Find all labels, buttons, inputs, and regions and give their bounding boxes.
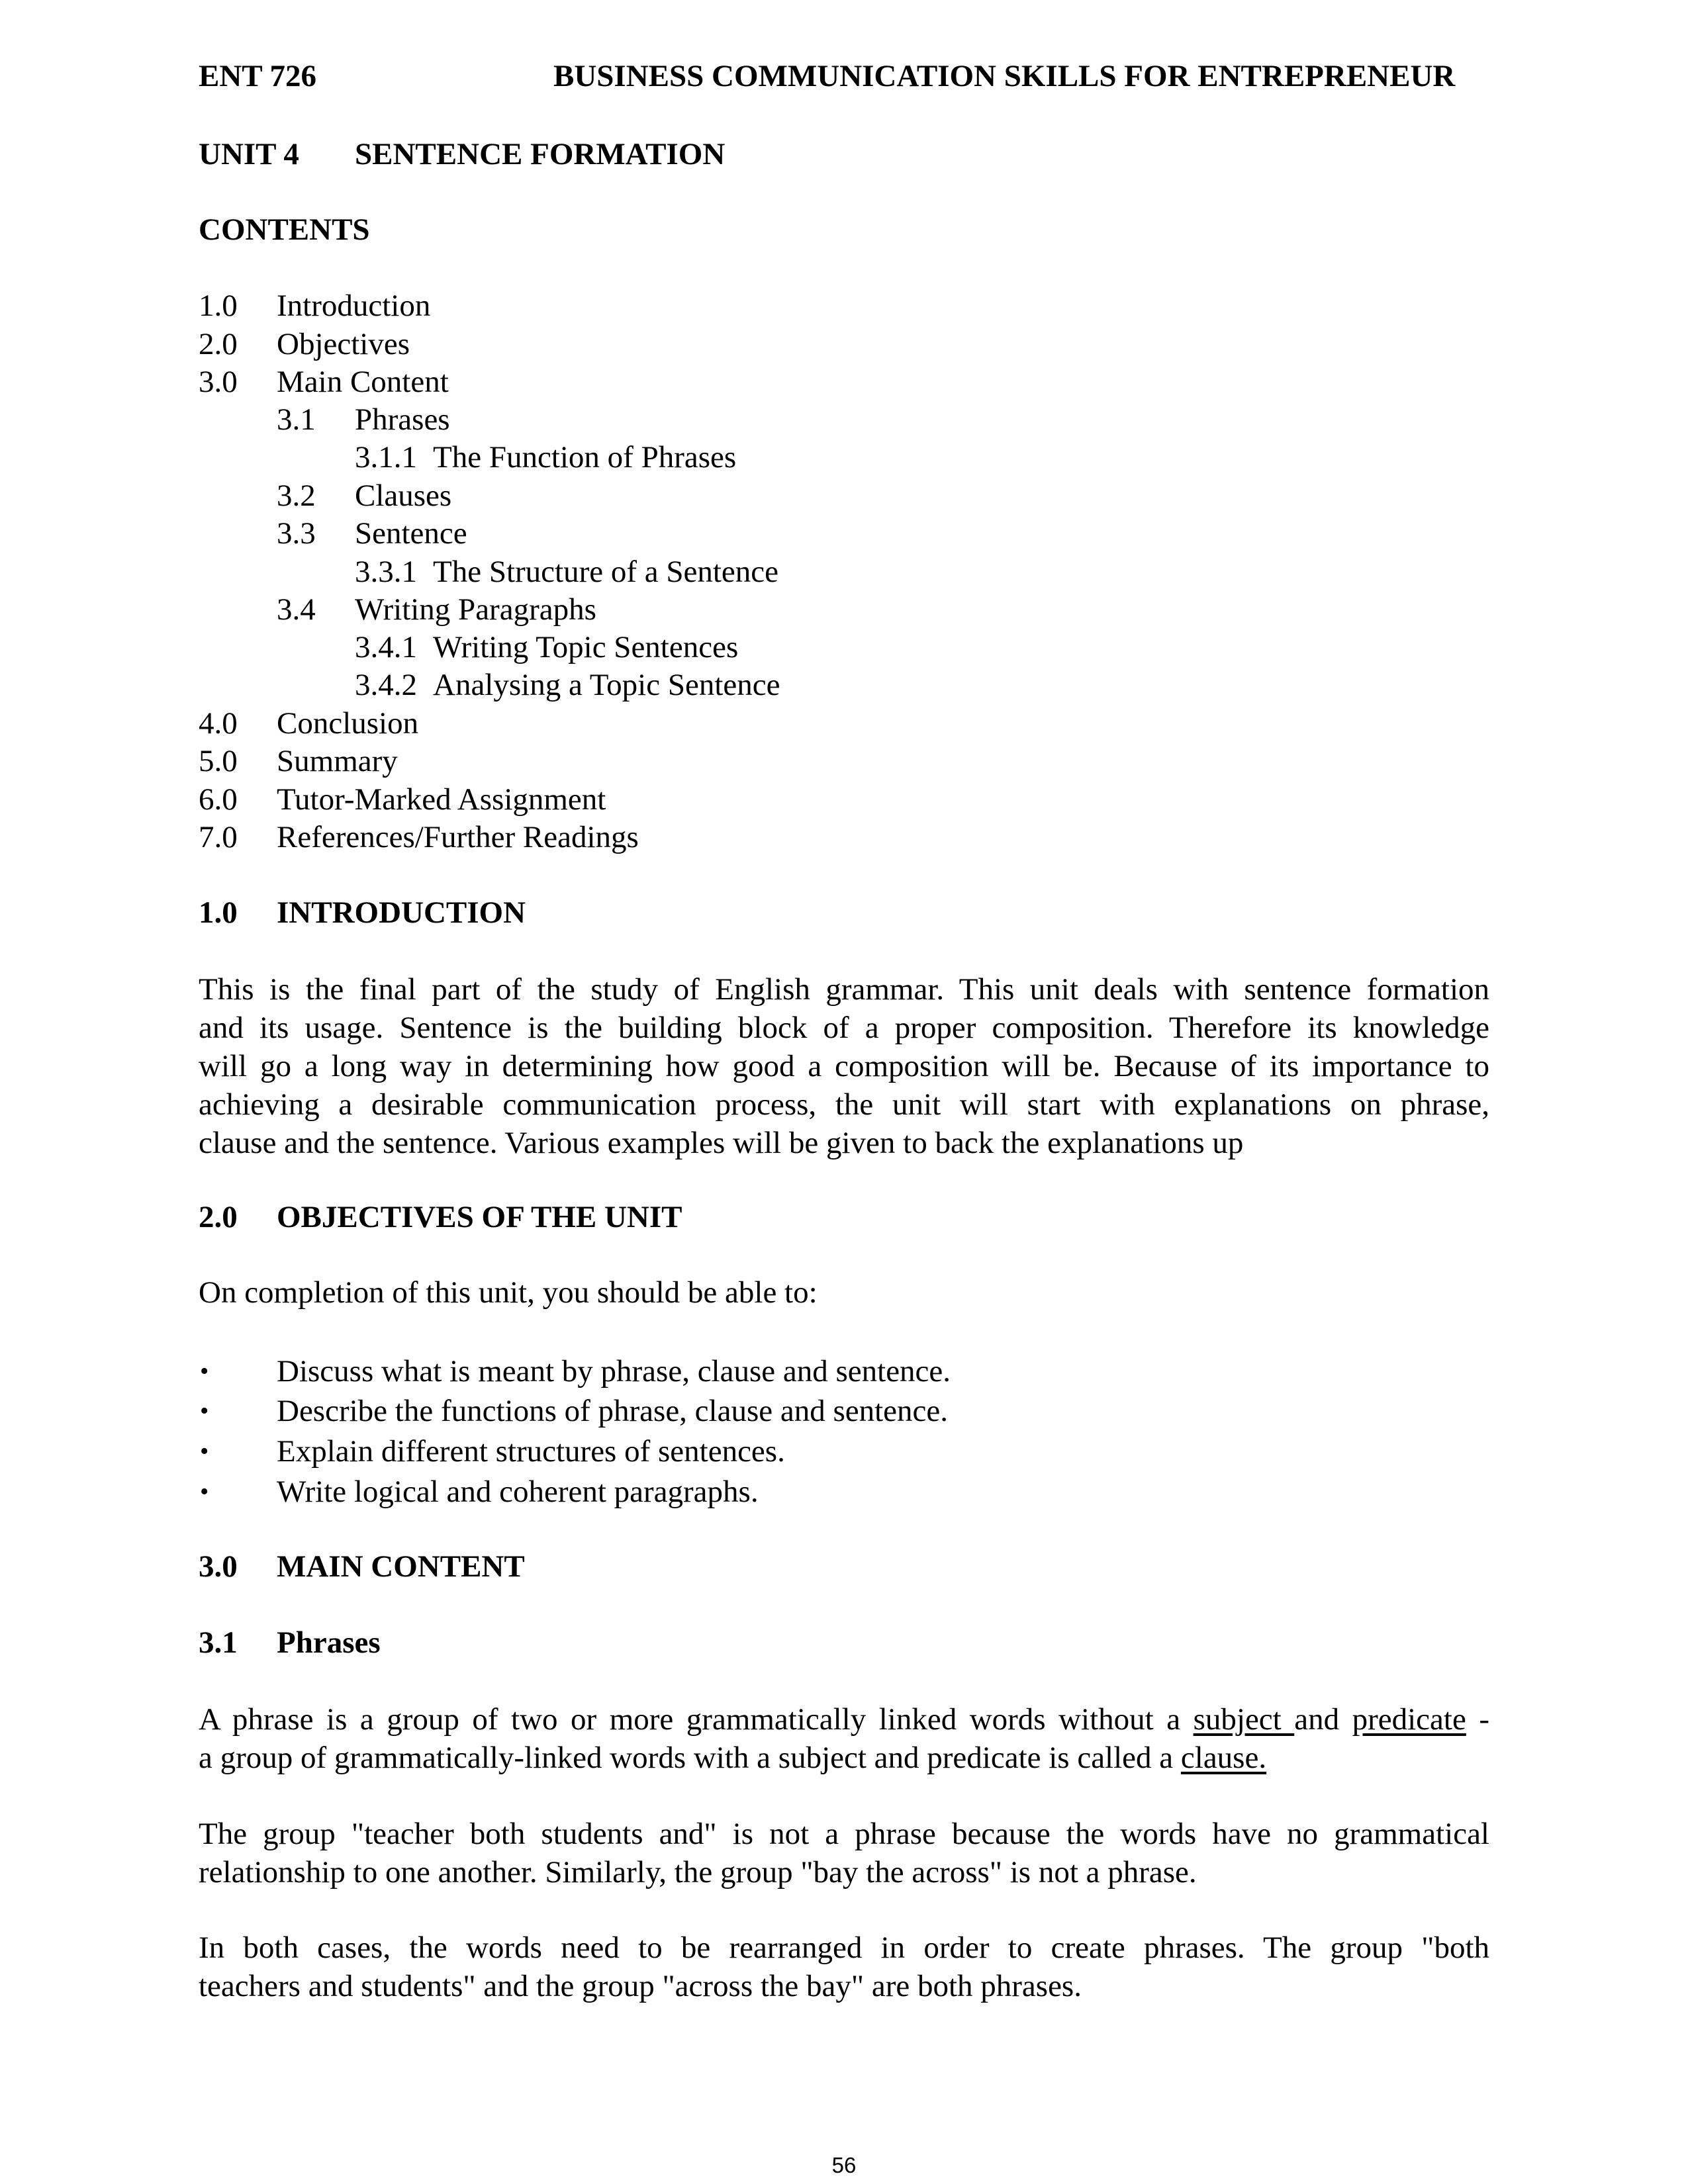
document-page [199, 0, 1489, 2184]
toc-label: Tutor-Marked Assignment [277, 782, 606, 817]
toc-label: Phrases [355, 402, 450, 437]
toc-label: The Function of Phrases [433, 440, 737, 475]
objectives-heading: OBJECTIVES OF THE UNIT [277, 1200, 682, 1234]
predicate-link[interactable]: predicate [1352, 1702, 1466, 1737]
section-number: 3.0 [199, 1549, 238, 1584]
contents-heading: CONTENTS [199, 212, 370, 247]
toc-number: 2.0 [199, 327, 238, 361]
paragraph-line: The group "teacher both students and" is not a phrase because the words have no grammatical [199, 1817, 1489, 1851]
section-number: 1.0 [199, 895, 238, 930]
toc-number: 4.0 [199, 706, 238, 741]
paragraph-line: relationship to one another. Similarly, the group "bay the across" is not a phrase. [199, 1855, 1197, 1889]
paragraph-line: teachers and students" and the group "across the bay" are both phrases. [199, 1969, 1082, 2003]
toc-number: 6.0 [199, 782, 238, 817]
list-item-text: Explain different structures of sentences. [277, 1434, 785, 1469]
paragraph-line: achieving a desirable communication process, the unit will start with explanations on phrase, [199, 1087, 1489, 1122]
toc-label: Conclusion [277, 706, 419, 741]
main-content-heading: MAIN CONTENT [277, 1549, 525, 1584]
toc-label: Main Content [277, 365, 449, 399]
text-run: - [1466, 1702, 1489, 1737]
text-run: and [1294, 1702, 1352, 1737]
page-number: 56 [831, 2153, 857, 2177]
introduction-heading: INTRODUCTION [277, 895, 526, 930]
toc-number: 3.1.1 [355, 440, 417, 475]
toc-number: 3.1 [277, 402, 316, 437]
toc-number: 5.0 [199, 744, 238, 778]
toc-number: 3.3 [277, 516, 316, 551]
list-item-text: Write logical and coherent paragraphs. [277, 1475, 759, 1509]
introduction-paragraph [199, 970, 1489, 1162]
paragraph-line: clause and the sentence. Various examples will be given to back the explanations up [199, 1126, 1244, 1160]
toc-label: Introduction [277, 289, 431, 323]
toc-label: Summary [277, 744, 398, 778]
course-code: ENT 726 [199, 59, 317, 93]
phrases-heading: Phrases [277, 1625, 381, 1660]
section-number: 3.1 [199, 1625, 238, 1660]
toc-number: 3.3.1 [355, 555, 417, 589]
paragraph-line [199, 1739, 1489, 1777]
bullet-icon: • [200, 1397, 209, 1425]
paragraph-line [199, 1700, 1489, 1739]
paragraph-line: will go a long way in determining how good a composition will be. Because of its importance to [199, 1049, 1489, 1083]
phrases-paragraph-3 [199, 1929, 1489, 2005]
list-item-text: Describe the functions of phrase, clause and sentence. [277, 1394, 949, 1428]
objectives-intro: On completion of this unit, you should be able to: [199, 1275, 818, 1310]
unit-label: UNIT 4 [199, 137, 299, 171]
toc-label: Sentence [355, 516, 467, 551]
text-run: a group of grammatically-linked words with a subject and predicate is called a [199, 1741, 1181, 1775]
paragraph-line: This is the final part of the study of English grammar. This unit deals with sentence formation [199, 972, 1489, 1007]
toc-number: 3.4 [277, 592, 316, 627]
paragraph-line: and its usage. Sentence is the building block of a proper composition. Therefore its knowledge [199, 1011, 1489, 1045]
toc-label: Writing Paragraphs [355, 592, 596, 627]
unit-title: SENTENCE FORMATION [355, 137, 726, 171]
bullet-icon: • [200, 1357, 209, 1385]
course-title: BUSINESS COMMUNICATION SKILLS FOR ENTREPRENEUR [553, 59, 1456, 93]
phrases-definition-paragraph [199, 1700, 1489, 1777]
toc-label: References/Further Readings [277, 820, 639, 854]
text-run: A phrase is a group of two or more grammatically linked words without a [199, 1702, 1194, 1737]
toc-label: The Structure of a Sentence [433, 555, 779, 589]
clause-link[interactable]: clause. [1180, 1741, 1267, 1775]
bullet-icon: • [200, 1478, 209, 1506]
toc-number: 3.4.2 [355, 668, 417, 702]
phrases-paragraph-2 [199, 1815, 1489, 1891]
subject-link[interactable]: subject [1193, 1702, 1295, 1737]
toc-label: Writing Topic Sentences [433, 630, 739, 664]
toc-number: 3.0 [199, 365, 238, 399]
toc-number: 3.4.1 [355, 630, 417, 664]
toc-number: 7.0 [199, 820, 238, 854]
paragraph-line: In both cases, the words need to be rearranged in order to create phrases. The group "both [199, 1931, 1489, 1965]
toc-number: 1.0 [199, 289, 238, 323]
toc-label: Clauses [355, 478, 452, 513]
toc-number: 3.2 [277, 478, 316, 513]
bullet-icon: • [200, 1437, 209, 1465]
section-number: 2.0 [199, 1200, 238, 1234]
toc-label: Analysing a Topic Sentence [433, 668, 780, 702]
list-item-text: Discuss what is meant by phrase, clause and sentence. [277, 1354, 951, 1388]
toc-label: Objectives [277, 327, 410, 361]
